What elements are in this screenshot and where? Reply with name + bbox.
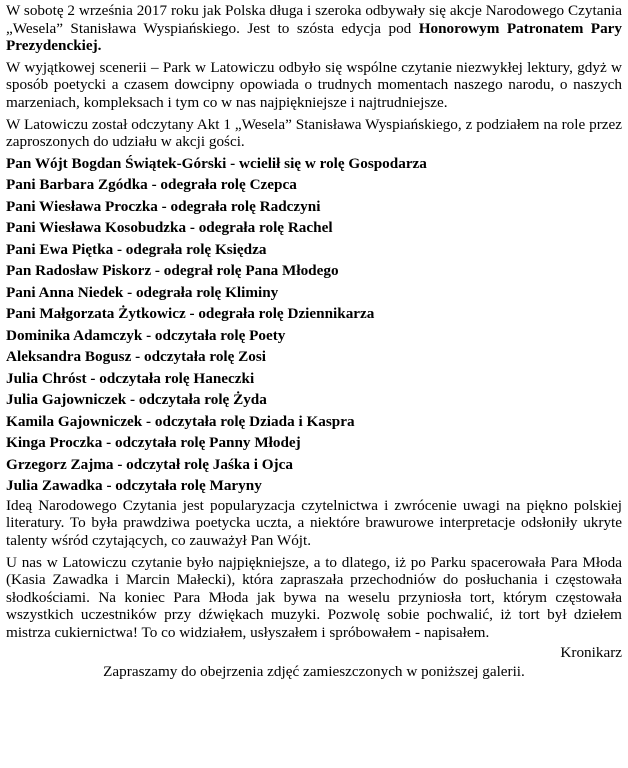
roles-list — [6, 153, 622, 497]
role-item: Pan Radosław Piskorz - odegrał rolę Pana Młodego — [6, 262, 339, 280]
signature: Kronikarz — [560, 643, 622, 661]
latowicz-paragraph: U nas w Latowiczu czytanie było najpiękniejsze, a to dlatego, iż po Parku spacerowała Para Młoda (Kasia Zawadka i Marcin Małecki), która zapraszała przechodniów do posłuchania i częstowała słodkościami. Na koniec Para Młoda jak bywa na weselu przyniosła tort, którym częstowała wszystkich uczestników przy dźwiękach muzyki. Pozwolę sobie pochwalić, iż tort był dziełem mistrza cukiernictwa! To co widziałem, usłyszałem i spróbowałem - napisałem. — [6, 553, 622, 641]
role-item: Julia Zawadka - odczytała rolę Maryny — [6, 477, 262, 495]
patronage-text: Honorowym Patronatem Pary Prezydenckiej. — [6, 19, 623, 55]
intro-paragraph — [6, 2, 622, 55]
role-item: Aleksandra Bogusz - odczytała rolę Zosi — [6, 348, 267, 366]
role-item: Pani Barbara Zgódka - odegrała rolę Czepca — [6, 176, 297, 194]
role-item: Dominika Adamczyk - odczytała rolę Poety — [6, 326, 286, 344]
intro-text: W sobotę 2 września 2017 roku jak Polska długa i szeroka odbywały się akcje Narodowego Czytania „Wesela” Stanisława Wyspiańskiego. Jest to szósta edycja pod — [6, 2, 622, 37]
role-item: Pani Małgorzata Żytkowicz - odegrała rolę Dziennikarza — [6, 305, 375, 323]
role-item: Pani Ewa Piętka - odegrała rolę Księdza — [6, 240, 267, 258]
role-item: Julia Chróst - odczytała rolę Haneczki — [6, 369, 255, 387]
role-item: Grzegorz Zajma - odczytał rolę Jaśka i Ojca — [6, 455, 293, 473]
act-paragraph: W Latowiczu został odczytany Akt 1 „Wesela” Stanisława Wyspiańskiego, z podziałem na role przez zaproszonych do udziału w akcji gości. — [6, 115, 622, 151]
role-item: Pani Wiesława Proczka - odegrała rolę Radczyni — [6, 197, 321, 215]
role-item: Pani Wiesława Kosobudzka - odegrała rolę Rachel — [6, 219, 333, 237]
role-item: Pani Anna Niedek - odegrała rolę Kliminy — [6, 283, 279, 301]
role-item: Kamila Gajowniczek - odczytała rolę Dziada i Kaspra — [6, 412, 355, 430]
scenery-paragraph: W wyjątkowej scenerii – Park w Latowiczu odbyło się wspólne czytanie niezwykłej lektury, gdyż w sposób poetycki a czasem dowcipny opowiada o trudnych momentach naszego narodu, o naszych marzeniach, kompleksach i tym co w nas najpiękniejsze i najtrudniejsze. — [6, 58, 622, 111]
role-item: Kinga Proczka - odczytała rolę Panny Młodej — [6, 434, 301, 452]
idea-paragraph: Ideą Narodowego Czytania jest popularyzacja czytelnictwa i zwrócenie uwagi na piękno polskiej literatury. To była prawdziwa poetycka uczta, a niektóre brawurowe interpretacje odsłoniły ukryte talenty wśród czytających, co zauważył Pan Wójt. — [6, 496, 622, 549]
role-item: Pan Wójt Bogdan Świątek-Górski - wcielił się w rolę Gospodarza — [6, 154, 427, 172]
role-item: Julia Gajowniczek - odczytała rolę Żyda — [6, 391, 267, 409]
gallery-invitation: Zapraszamy do obejrzenia zdjęć zamieszczonych w poniższej galerii. — [103, 663, 525, 681]
